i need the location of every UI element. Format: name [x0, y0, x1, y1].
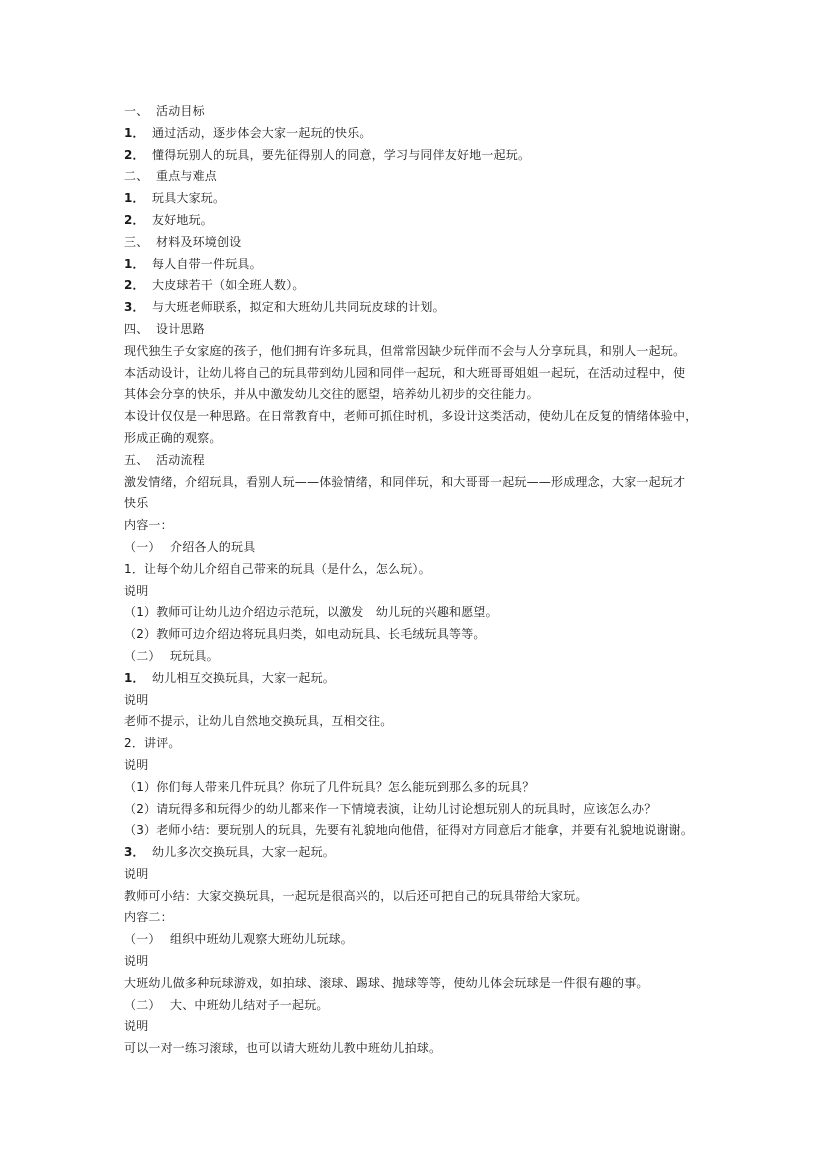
item-text: 玩具大家玩。 [152, 191, 226, 206]
list-item [124, 254, 714, 276]
subsection-title: 组织中班幼儿观察大班幼儿玩球。 [170, 932, 354, 947]
note-label: 说明 [124, 757, 149, 772]
section-number: 二、 [124, 169, 149, 184]
section-title: 材料及环境创设 [156, 234, 242, 249]
paragraph-line: 其体会分享的快乐，并从中激发幼儿交往的愿望，培养幼儿初步的交往能力。 [124, 387, 539, 402]
section-number: 一、 [124, 104, 149, 118]
item-number: 1． [124, 256, 145, 271]
item-text: 大皮球若干（如全班人数）。 [152, 278, 305, 293]
item-text: 友好地玩。 [152, 212, 214, 227]
item-number: 2． [124, 212, 145, 227]
subsection-heading [124, 646, 714, 668]
list-item [124, 275, 714, 297]
item-text: 每人自带一件玩具。 [152, 256, 262, 271]
section-heading [124, 232, 714, 254]
item-number: 1． [124, 125, 145, 140]
list-item [124, 210, 714, 232]
content-heading: 内容二： [124, 910, 173, 925]
subsection-title: 玩玩具。 [170, 648, 219, 663]
subsection-number: （二） [124, 997, 161, 1012]
list-item [124, 842, 714, 864]
list-item [124, 297, 714, 319]
section-title: 设计思路 [156, 321, 205, 336]
note-label: 说明 [124, 1019, 149, 1034]
paragraph-line: 本设计仅仅是一种思路。在日常教育中，老师可抓住时机，多设计这类活动，使幼儿在反复的情绪体验中， [124, 409, 698, 424]
paragraph-line: 形成正确的观察。 [124, 430, 222, 445]
item-text: 通过活动，逐步体会大家一起玩的快乐。 [152, 125, 372, 140]
section-heading [124, 450, 714, 472]
paragraph-line: 教师可小结：大家交换玩具，一起玩是很高兴的，以后还可把自己的玩具带给大家玩。 [124, 888, 588, 903]
paragraph-line: 大班幼儿做多种玩球游戏，如拍球、滚球、踢球、抛球等等，使幼儿体会玩球是一件很有趣的事。 [124, 975, 649, 990]
subsection-heading [124, 537, 714, 559]
paragraph-line: 激发情绪，介绍玩具，看别人玩——体验情绪，和同伴玩，和大哥哥一起玩——形成理念，大家一起玩才 [124, 474, 686, 489]
note-label: 说明 [124, 583, 149, 598]
paragraph-line: （2）教师可边介绍边将玩具归类，如电动玩具、长毛绒玩具等等。 [124, 627, 486, 642]
note-label: 说明 [124, 866, 149, 881]
subsection-title: 大、中班幼儿结对子一起玩。 [170, 997, 329, 1012]
section-heading [124, 101, 714, 123]
section-number: 四、 [124, 321, 149, 336]
subsection-title: 介绍各人的玩具 [170, 539, 256, 554]
paragraph-line: （1）教师可让幼儿边介绍边示范玩，以激发 幼儿玩的兴趣和愿望。 [124, 605, 498, 620]
paragraph-line: 现代独生子女家庭的孩子，他们拥有许多玩具，但常常因缺少玩伴而不会与人分享玩具，和别人一起玩。 [124, 343, 686, 358]
section-number: 三、 [124, 234, 149, 249]
item-number: 2． [124, 147, 145, 162]
section-heading [124, 166, 714, 188]
note-label: 说明 [124, 692, 149, 707]
paragraph-line: （1）你们每人带来几件玩具？你玩了几件玩具？怎么能玩到那么多的玩具？ [124, 779, 535, 794]
item-text: 与大班老师联系，拟定和大班幼儿共同玩皮球的计划。 [152, 300, 445, 315]
paragraph-line: 本活动设计，让幼儿将自己的玩具带到幼儿园和同伴一起玩，和大班哥哥姐姐一起玩，在活动过程中，使 [124, 365, 686, 380]
item-text: 懂得玩别人的玩具，要先征得别人的同意，学习与同伴友好地一起玩。 [152, 147, 531, 162]
paragraph-line: 2．讲评。 [124, 736, 181, 751]
document-body [124, 101, 714, 1060]
paragraph-line: （3）老师小结：要玩别人的玩具，先要有礼貌地向他借，征得对方同意后才能拿，并要有礼貌地说谢谢。 [124, 823, 694, 838]
item-number: 3． [124, 845, 145, 860]
item-text: 幼儿多次交换玩具，大家一起玩。 [152, 845, 336, 860]
item-number: 1． [124, 670, 145, 685]
item-number: 2． [124, 278, 145, 293]
section-heading [124, 319, 714, 341]
list-item [124, 668, 714, 690]
item-text: 幼儿相互交换玩具，大家一起玩。 [152, 670, 336, 685]
section-number: 五、 [124, 452, 149, 467]
subsection-number: （一） [124, 539, 161, 554]
item-number: 3． [124, 300, 145, 315]
paragraph-line: 1．让每个幼儿介绍自己带来的玩具（是什么，怎么玩）。 [124, 561, 431, 576]
list-item [124, 145, 714, 167]
content-heading: 内容一： [124, 518, 173, 533]
section-title: 活动流程 [156, 452, 205, 467]
subsection-number: （一） [124, 932, 161, 947]
section-title: 活动目标 [156, 104, 205, 118]
paragraph-line: 可以一对一练习滚球，也可以请大班幼儿教中班幼儿拍球。 [124, 1041, 442, 1056]
list-item [124, 123, 714, 145]
item-number: 1． [124, 191, 145, 206]
list-item [124, 188, 714, 210]
subsection-number: （二） [124, 648, 161, 663]
note-label: 说明 [124, 954, 149, 969]
paragraph-line: 快乐 [124, 496, 149, 511]
subsection-heading [124, 995, 714, 1017]
section-title: 重点与难点 [156, 169, 218, 184]
subsection-heading [124, 929, 714, 951]
paragraph-line: （2）请玩得多和玩得少的幼儿都来作一下情境表演，让幼儿讨论想玩别人的玩具时，应该怎么办？ [124, 801, 657, 816]
paragraph-line: 老师不提示，让幼儿自然地交换玩具，互相交往。 [124, 714, 393, 729]
